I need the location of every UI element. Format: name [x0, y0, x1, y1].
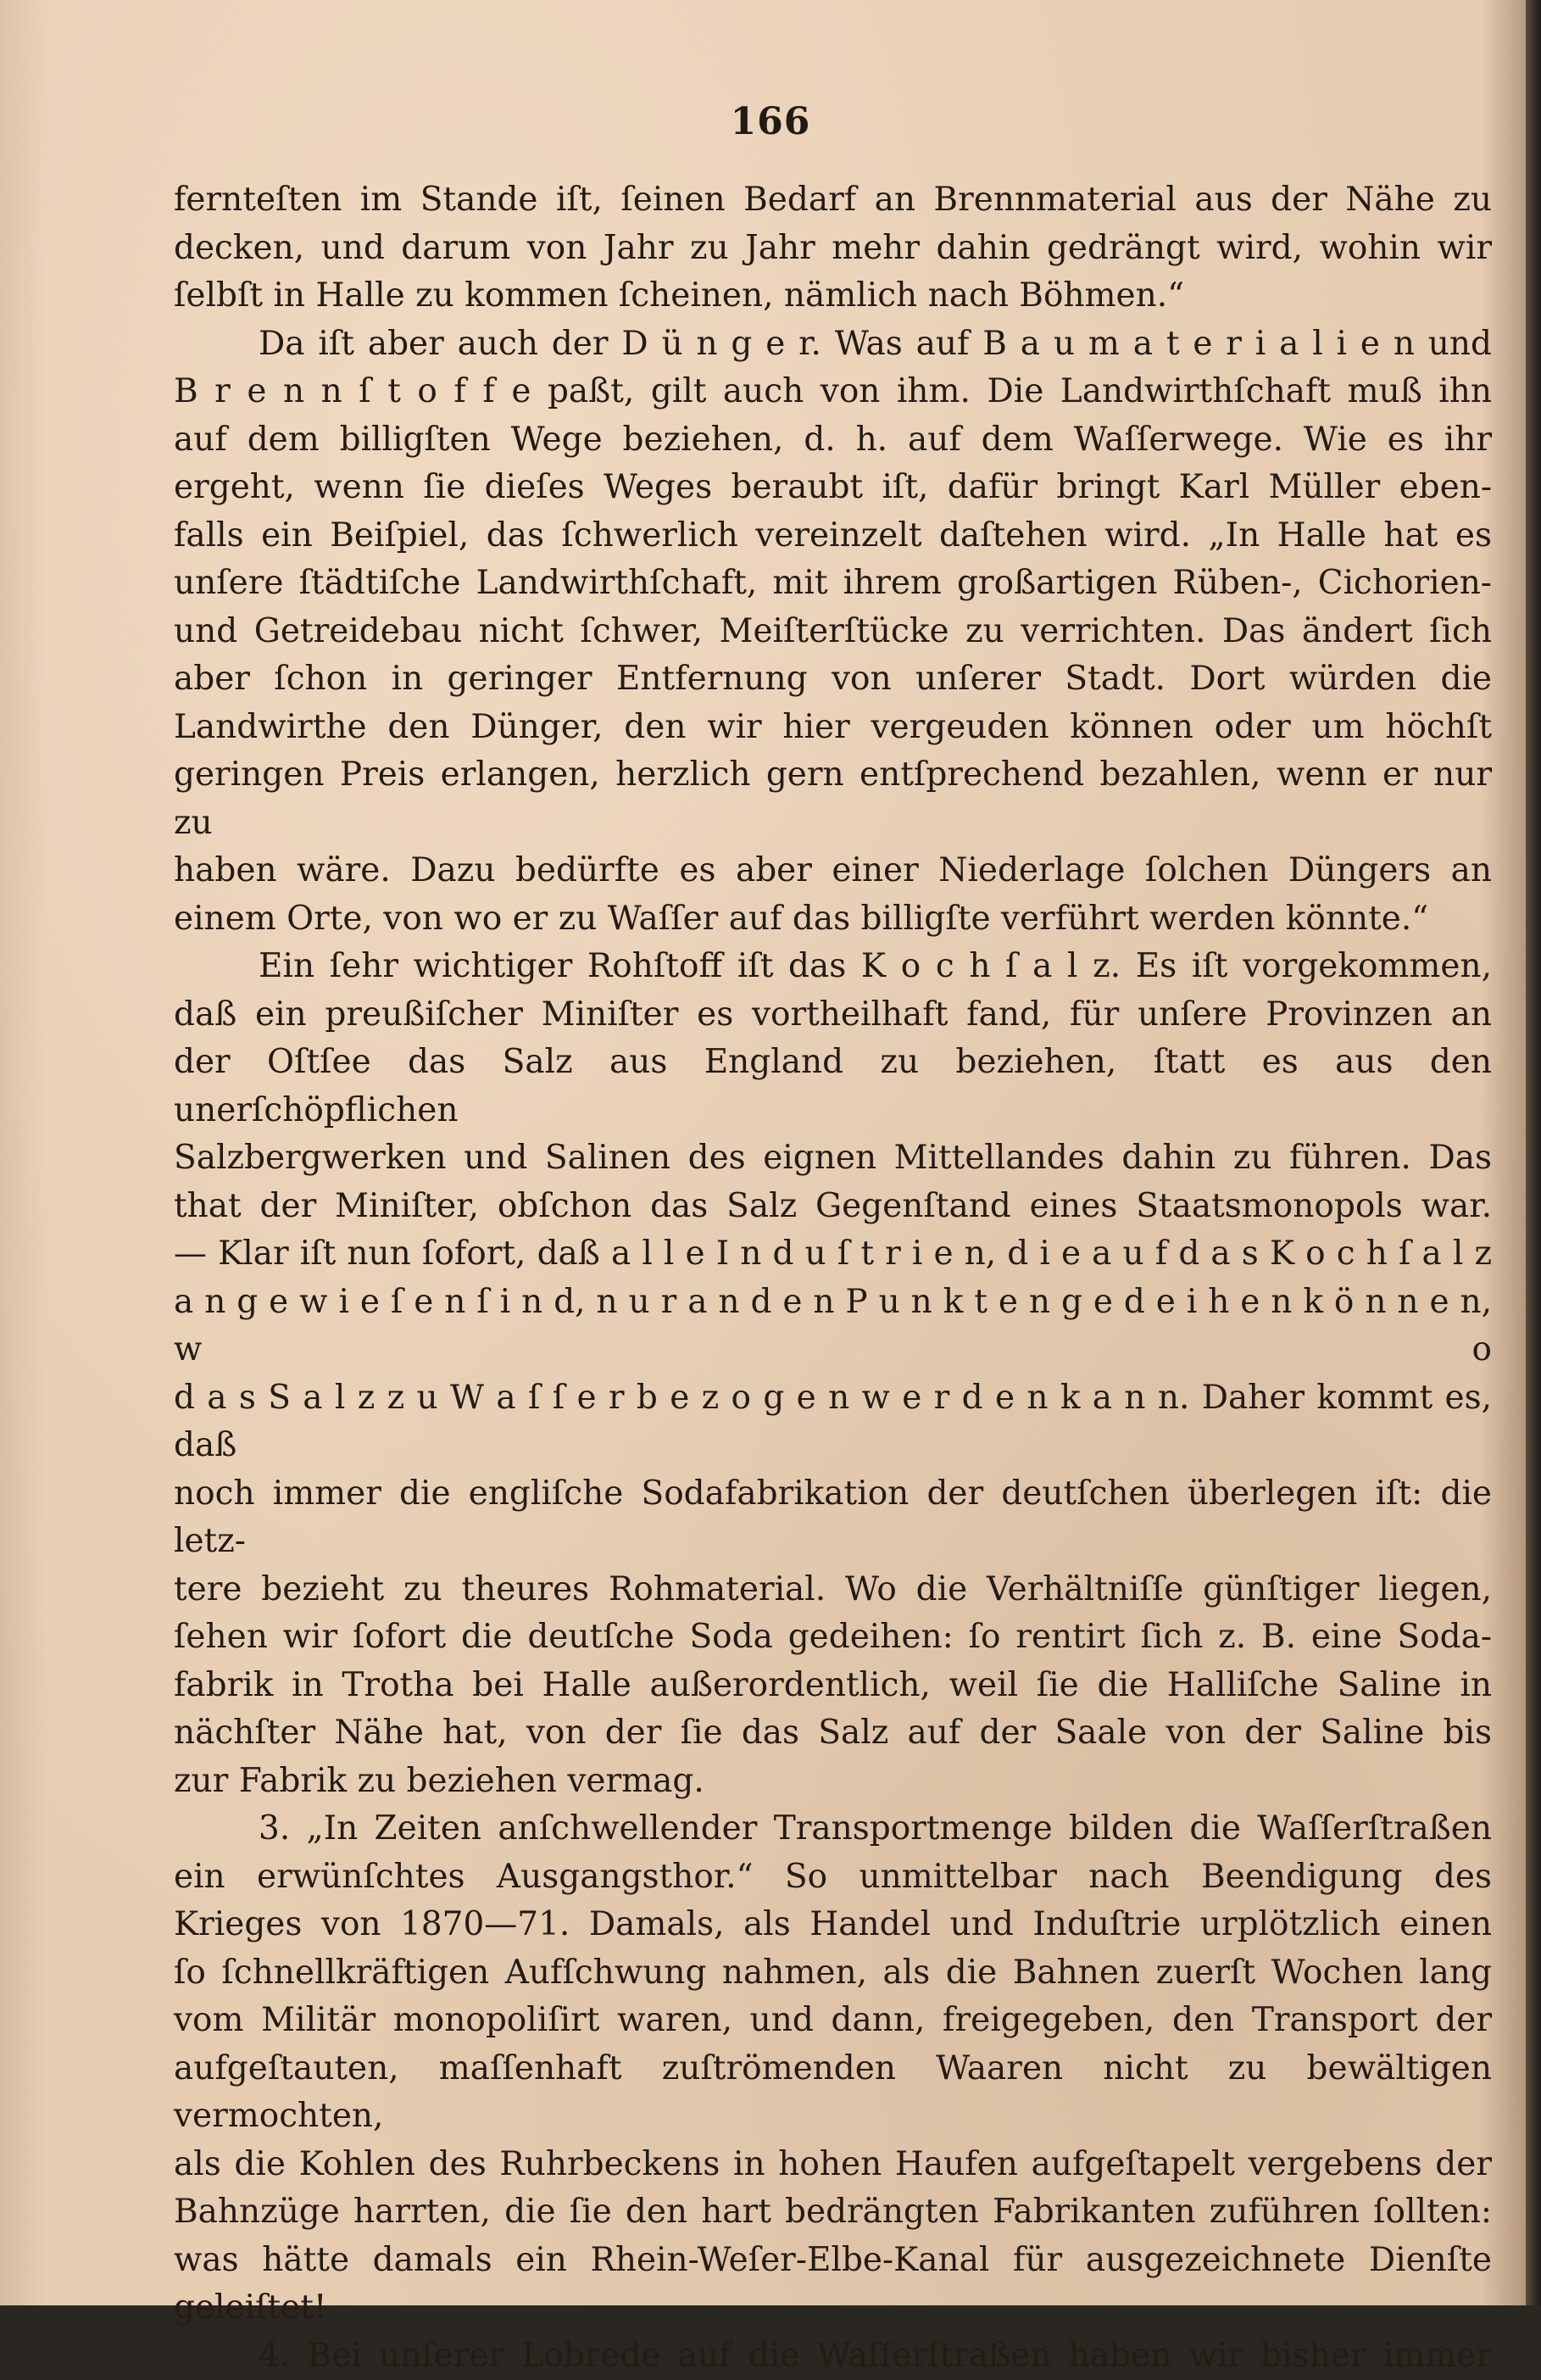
text-line: auf dem billigſten Wege beziehen, d. h. auf dem Waſſerwege. Wie es ihr — [174, 416, 1492, 465]
body-text — [174, 176, 1492, 2380]
paragraph — [174, 943, 1492, 1805]
text-line: einem Orte, von wo er zu Waſſer auf das billigſte verführt werden könnte.“ — [174, 895, 1492, 944]
text-line: fabrik in Trotha bei Halle außerordentlich, weil ſie die Halliſche Saline in — [174, 1662, 1492, 1710]
paragraph — [174, 1805, 1492, 2333]
text-line: haben wäre. Dazu bedürfte es aber einer Niederlage ſolchen Düngers an — [174, 847, 1492, 895]
text-line: aber ſchon in geringer Entfernung von unſerer Stadt. Dort würden die — [174, 655, 1492, 704]
page-number: 166 — [0, 100, 1541, 143]
text-line: als die Kohlen des Ruhrbeckens in hohen Haufen aufgeſtapelt vergebens der — [174, 2141, 1492, 2189]
text-line: 3. „In Zeiten anſchwellender Transportmenge bilden die Waſſerſtraßen — [174, 1805, 1492, 1853]
text-line: decken, und darum von Jahr zu Jahr mehr dahin gedrängt wird, wohin wir — [174, 225, 1492, 273]
text-line: — Klar iſt nun ſofort, daß a l l e I n d u ſ t r i e n, d i e a u f d a s K o c h ſ a l z — [174, 1230, 1492, 1279]
text-line: noch immer die engliſche Sodafabrikation der deutſchen überlegen iſt: die letz- — [174, 1470, 1492, 1566]
text-line: a n g e w i e ſ e n ſ i n d, n u r a n d e n P u n k t e n g e d e i h e n k ö n n e n, w o — [174, 1279, 1492, 1374]
text-line: zur Fabrik zu beziehen vermag. — [174, 1758, 1492, 1806]
text-line: Landwirthe den Dünger, den wir hier vergeuden können oder um höchſt — [174, 704, 1492, 752]
page-edge-shadow — [1526, 0, 1541, 2305]
text-line: geleiſtet! — [174, 2284, 1492, 2333]
paragraph — [174, 320, 1492, 944]
text-line: 4. Bei unſerer Lobrede auf die Waſſerſtraßen haben wir bisher immer — [174, 2333, 1492, 2380]
text-line: nächſter Nähe hat, von der ſie das Salz auf der Saale von der Saline bis — [174, 1709, 1492, 1758]
text-line: und Getreidebau nicht ſchwer, Meiſterſtücke zu verrichten. Das ändert ſich — [174, 608, 1492, 656]
text-line: ſehen wir ſofort die deutſche Soda gedeihen: ſo rentirt ſich z. B. eine Soda- — [174, 1614, 1492, 1662]
text-line: unſere ſtädtiſche Landwirthſchaft, mit ihrem großartigen Rüben-, Cichorien- — [174, 560, 1492, 608]
text-line: ein erwünſchtes Ausgangsthor.“ So unmittelbar nach Beendigung des — [174, 1853, 1492, 1902]
text-line: tere bezieht zu theures Rohmaterial. Wo die Verhältniſſe günſtiger liegen, — [174, 1566, 1492, 1614]
text-line: Da iſt aber auch der D ü n g e r. Was auf B a u m a t e r i a l i e n und — [174, 320, 1492, 369]
text-line: falls ein Beiſpiel, das ſchwerlich vereinzelt daſtehen wird. „In Halle hat es — [174, 512, 1492, 560]
text-line: geringen Preis erlangen, herzlich gern entſprechend bezahlen, wenn er nur zu — [174, 751, 1492, 847]
text-line: Salzbergwerken und Salinen des eignen Mittellandes dahin zu führen. Das — [174, 1134, 1492, 1183]
text-line: Krieges von 1870—71. Damals, als Handel und Induſtrie urplötzlich einen — [174, 1901, 1492, 1949]
text-line: ergeht, wenn ſie dieſes Weges beraubt iſt, dafür bringt Karl Müller eben- — [174, 464, 1492, 512]
text-line: der Oſtſee das Salz aus England zu beziehen, ſtatt es aus den unerſchöpflichen — [174, 1039, 1492, 1134]
text-line: fernteſten im Stande iſt, ſeinen Bedarf an Brennmaterial aus der Nähe zu — [174, 176, 1492, 225]
text-line: vom Militär monopoliſirt waren, und dann, freigegeben, den Transport der — [174, 1997, 1492, 2045]
paragraph — [174, 176, 1492, 320]
paragraph — [174, 2333, 1492, 2380]
text-line: aufgeſtauten, maſſenhaft zuſtrömenden Waaren nicht zu bewältigen vermochten, — [174, 2045, 1492, 2141]
text-line: d a s S a l z z u W a ſ ſ e r b e z o g e n w e r d e n k a n n. Daher kommt es, daß — [174, 1374, 1492, 1470]
text-line: B r e n n ſ t o f f e paßt, gilt auch von ihm. Die Landwirthſchaft muß ihn — [174, 368, 1492, 416]
text-line: Ein ſehr wichtiger Rohſtoff iſt das K o c h ſ a l z. Es iſt vorgekommen, — [174, 943, 1492, 991]
text-line: ſelbſt in Halle zu kommen ſcheinen, nämlich nach Böhmen.“ — [174, 272, 1492, 320]
text-line: Bahnzüge harrten, die ſie den hart bedrängten Fabrikanten zuführen ſollten: — [174, 2188, 1492, 2237]
text-line: ſo ſchnellkräftigen Aufſchwung nahmen, als die Bahnen zuerſt Wochen lang — [174, 1949, 1492, 1998]
text-line: was hätte damals ein Rhein-Weſer-Elbe-Kanal für ausgezeichnete Dienſte — [174, 2237, 1492, 2285]
text-line: that der Miniſter, obſchon das Salz Gegenſtand eines Staatsmonopols war. — [174, 1183, 1492, 1231]
text-line: daß ein preußiſcher Miniſter es vortheilhaft fand, für unſere Provinzen an — [174, 991, 1492, 1040]
